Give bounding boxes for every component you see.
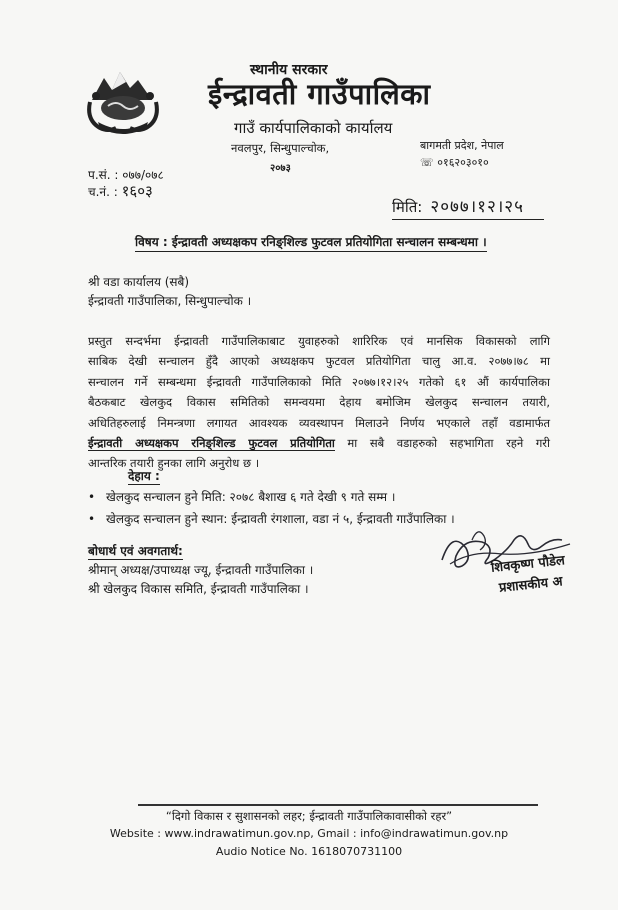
cn-value: १६०३ <box>121 182 153 200</box>
body-line: आन्तरिक तयारी हुनका लागि अनुरोध छ । <box>88 456 260 471</box>
footer-contact: Website : www.indrawatimun.gov.np, Gmail : info@indrawatimun.gov.np <box>109 827 509 840</box>
phone-number: ०१६२०३०१० <box>437 156 489 169</box>
office-address: नवलपुर, सिन्धुपाल्चोक, <box>231 141 330 155</box>
list-item <box>88 510 455 527</box>
body-line: अधितिहरुलाई निमन्त्रणा लगायत आवश्यक व्यवस्थापन मिलाउने निर्णय भएकाले तहाँ वडामार्फत <box>88 415 550 430</box>
body-line <box>88 433 550 453</box>
telephone-icon: ☏ <box>420 156 434 169</box>
signatory-name: शिवकृष्ण पौडेल <box>490 553 566 576</box>
bullet-icon: • <box>88 490 96 504</box>
footer-divider <box>138 804 538 806</box>
letter-subject: विषय : ईन्द्रावती अध्यक्षकप रनिङ्शिल्ड फुटवल प्रतियोगिता सन्चालन सम्बन्धमा । <box>135 233 487 252</box>
signatory-title: प्रशासकीय अ <box>498 574 564 596</box>
ps-value: ०७७/०७८ <box>122 168 164 182</box>
body-line: बैठकबाट खेलकुद विकास समितिको समन्वयमा देहाय बमोजिम खेलकुद सन्चालन तयारी, <box>88 395 550 410</box>
phone-line <box>420 155 489 170</box>
body-line-rest: मा सबै वडाहरुको सहभागिता रहने गरी <box>334 435 550 450</box>
province-label: बागमती प्रदेश, नेपाल <box>420 139 504 152</box>
footer-slogan: “दिगो विकास र सुशासनको लहर; ईन्द्रावती गाउँपालिकावासीको रहर” <box>165 809 453 823</box>
footer-audio-notice: Audio Notice No. 1618070731100 <box>215 845 403 858</box>
detail-text: खेलकुद सन्चालन हुने स्थान: ईन्द्रावती रंगशाला, वडा नं ५, ईन्द्रावती गाउँपालिका । <box>106 512 455 526</box>
body-line: प्रस्तुत सन्दर्भमा ईन्द्रावती गाउँपालिकाबाट युवाहरुको शारिरिक एवं मानसिक विकासको लागि <box>88 334 550 348</box>
cn-label: च.नं. : <box>88 185 118 199</box>
addressee-line-1: श्री वडा कार्यालय (सबै) <box>88 275 190 289</box>
detail-text: खेलकुद सन्चालन हुने मिति: २०७८ बैशाख ६ गते देखी ९ गते सम्म । <box>106 490 396 504</box>
local-government-label: स्थानीय सरकार <box>250 62 328 78</box>
list-item <box>88 488 395 505</box>
tournament-name: ईन्द्रावती अध्यक्षकप रनिङ्शिल्ड फुटवल प्रतियोगिता <box>88 435 335 450</box>
body-line: साबिक देखी सन्चालन हुँदै आएको अध्यक्षकप फुटवल प्रतियोगिता चालु आ.व. २०७७।७८ मा <box>88 354 550 369</box>
info-recipient: श्रीमान् अध्यक्ष/उपाध्यक्ष ज्यू, ईन्द्रावती गाउँपालिका । <box>88 563 314 577</box>
date-value: २०७७।१२।२५ <box>430 197 524 217</box>
info-recipient: श्री खेलकुद विकास समिति, ईन्द्रावती गाउँपालिका । <box>88 582 309 596</box>
date-label: मिति: <box>392 198 423 216</box>
chalani-number <box>88 181 153 201</box>
letter-date <box>392 194 544 220</box>
letter-body <box>88 331 550 474</box>
nepal-emblem-icon <box>86 66 160 136</box>
addressee-line-2: ईन्द्रावती गाउँपालिका, सिन्धुपाल्चोक । <box>88 294 252 308</box>
establishment-year: २०७३ <box>270 163 291 174</box>
body-line: सन्चालन गर्ने सम्बन्धमा ईन्द्रावती गाउँपालिकाको मिति २०७७।१२।२५ गतेको ६१ औं कार्यपालिका <box>88 374 550 389</box>
municipality-title: ईन्द्रावती गाउँपालिका <box>208 77 431 111</box>
bullet-icon: • <box>88 512 96 526</box>
office-title: गाउँ कार्यपालिकाको कार्यालय <box>234 119 393 137</box>
info-heading: बोधार्थ एवं अवगतार्थ: <box>88 544 183 558</box>
ps-label: प.सं. : <box>88 168 119 182</box>
details-heading: देहाय : <box>128 469 160 483</box>
